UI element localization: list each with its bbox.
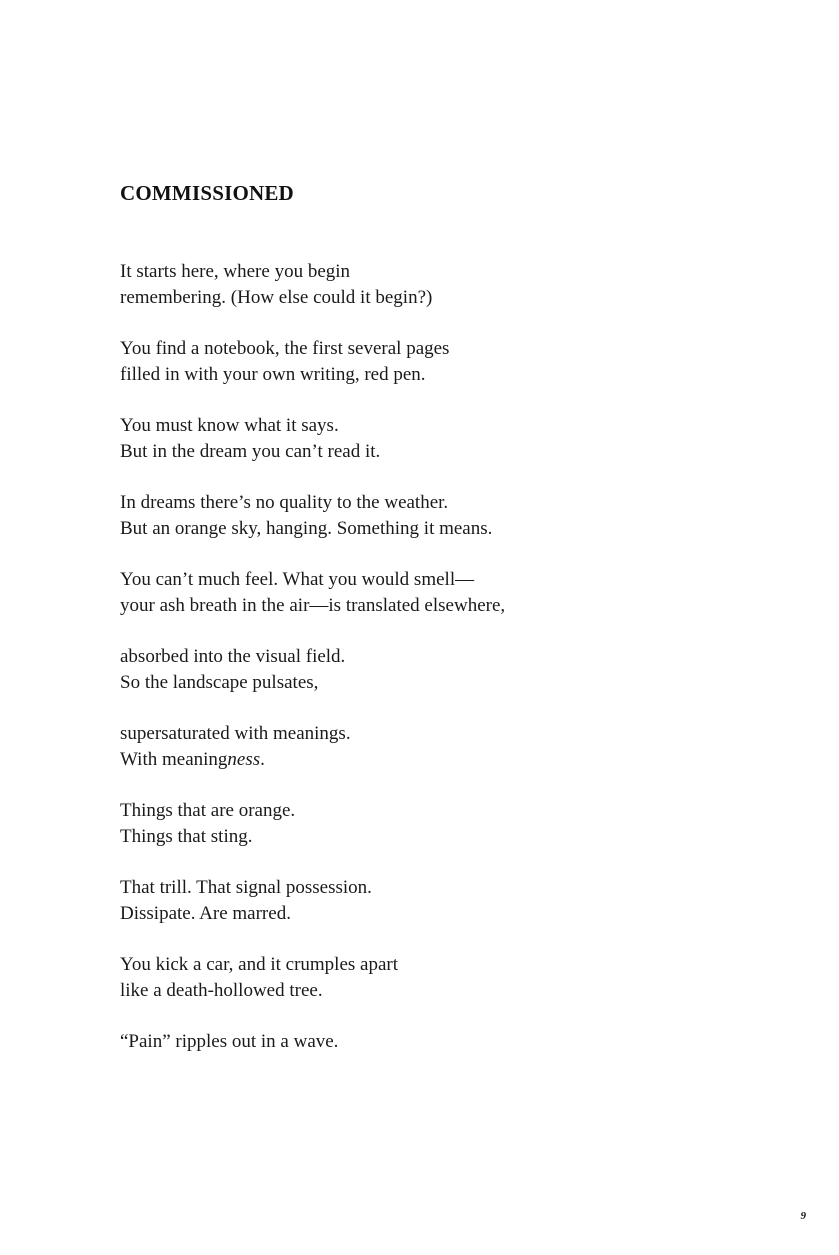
poem-line: supersaturated with meanings. [120,723,351,744]
italic-emphasis: ness [227,748,261,770]
poem-line: absorbed into the visual field. [120,646,346,667]
poem-line: That trill. That signal possession. [120,877,372,898]
poem-line: You kick a car, and it crumples apart [120,954,399,975]
stanza [120,490,720,541]
page-number: 9 [800,1210,806,1222]
stanza [120,798,720,849]
poem-line: But in the dream you can’t read it. [120,440,381,462]
poem-body [120,259,720,1081]
poem-line [120,747,720,773]
stanza [120,259,720,310]
stanza [120,413,720,464]
stanza [120,875,720,926]
poem-line: remembering. (How else could it begin?) [120,286,433,308]
stanza [120,336,720,387]
poem-line: So the landscape pulsates, [120,671,319,693]
poem-line: In dreams there’s no quality to the weather. [120,492,449,513]
stanza [120,952,720,1003]
stanza [120,644,720,695]
poem-line: Things that are orange. [120,800,296,821]
poem-line: like a death-hollowed tree. [120,979,323,1001]
poem-title: COMMISSIONED [120,181,294,205]
poem-line: filled in with your own writing, red pen. [120,363,426,385]
poem-line: You can’t much feel. What you would smell— [120,569,475,590]
stanza [120,567,720,618]
poem-line: your ash breath in the air—is translated elsewhere, [120,594,506,616]
poem-line-punctuation: . [260,748,265,770]
poem-line: But an orange sky, hanging. Something it means. [120,517,493,539]
poem-line: Things that sting. [120,825,253,847]
poem-line: You must know what it says. [120,415,339,436]
poem-line: It starts here, where you begin [120,261,351,282]
poem-line: “Pain” ripples out in a wave. [120,1031,339,1052]
poem-line-text: With meaning [120,748,228,770]
poem-line: Dissipate. Are marred. [120,902,291,924]
stanza [120,1029,720,1055]
poem-line: You find a notebook, the first several pages [120,338,450,359]
stanza [120,721,720,772]
